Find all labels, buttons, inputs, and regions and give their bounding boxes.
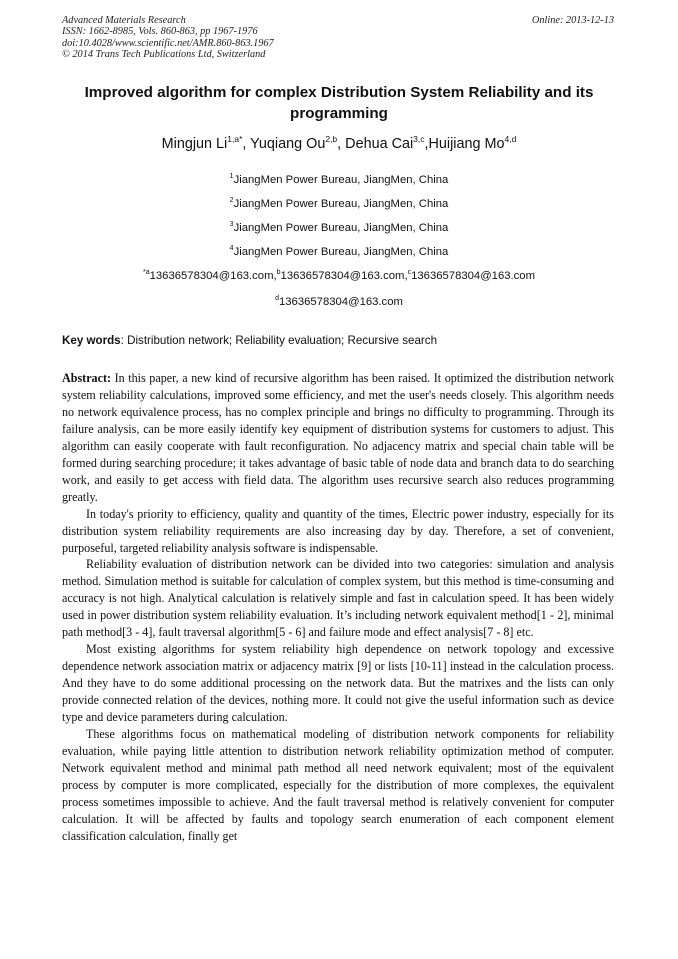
email-marker: c: [407, 269, 412, 276]
email-address: 13636578304@163.com,: [149, 270, 277, 282]
author-affiliation-marker: 3,c: [413, 134, 425, 144]
issn-line: ISSN: 1662-8985, Vols. 860-863, pp 1967-1976: [62, 26, 258, 38]
email-address: 13636578304@163.com,: [280, 270, 408, 282]
affiliation-marker: 1: [229, 173, 234, 180]
affiliation-text: JiangMen Power Bureau, JiangMen, China: [233, 222, 449, 234]
author-name: Mingjun Li: [161, 136, 228, 152]
affiliation: [30, 174, 648, 186]
email-address: 13636578304@163.com: [411, 270, 536, 282]
paper-body: [62, 370, 614, 845]
email-address: 13636578304@163.com: [278, 296, 403, 308]
body-paragraph: Reliability evaluation of distribution network can be divided into two categories: simulation and analysis method. Simulation method is suitable for calculation of complex system, but this method is time-consuming and accuracy is not high. Analytical calculation is relatively simple and fast in calculation speed. It has been widely used in power distribution system reliability evaluation. It’s including network equivalent method[1 - 2], minimal path method[3 - 4], fault traversal algorithm[5 - 6] and failure mode and effect analysis[7 - 8] etc.: [62, 557, 614, 640]
online-date: Online: 2013-12-13: [531, 15, 614, 26]
paper-title: Improved algorithm for complex Distribution System Reliability and its programming: [84, 84, 594, 122]
abstract-text: In this paper, a new kind of recursive algorithm has been raised. It optimized the distribution network system reliability calculations, improved some efficiency, and met the user's needs closely. This algorithm needs no network equivalence process, has no complex principle and brings no difficulty to programming. Through its failure analysis, can be more easily identify key equipment of distribution systems for customers to adjust. This algorithm can easily cooperate with fault reconfiguration. No adjacency matrix and special chain table will be formed during searching procedure; it takes advantage of basic table of node data and branch data to do searching work, and easily to get access with field data. The algorithm uses recursive search also reduces programming greatly.: [62, 371, 614, 504]
author-separator: ,: [242, 136, 251, 152]
keywords: [62, 334, 618, 347]
affiliation: [30, 246, 648, 258]
email-marker: *a: [142, 269, 150, 276]
email-marker: d: [275, 295, 279, 302]
abstract-paragraph: [62, 370, 614, 506]
email-line: [30, 270, 648, 282]
affiliation-marker: 4: [229, 245, 234, 252]
email-line: [30, 296, 648, 308]
abstract-label: Abstract:: [62, 371, 112, 385]
author-list: [30, 136, 648, 152]
affiliation: [30, 198, 648, 210]
body-paragraph: These algorithms focus on mathematical modeling of distribution network components for reliability evaluation, while paying little attention to distribution network reliability optimization method of computer. Network equivalent method and minimal path method all need network equivalent; most of the equivalent process by computer is more complicated, especially for the distribution of more complexes, the equivalent process sometimes impossible to achieve. And the fault traversal method is relatively convenient for computer calculation. It will be affected by faults and topology search enumeration of each component element classification calculation, finally get: [62, 727, 614, 843]
author-separator: ,: [337, 136, 346, 152]
affiliation-text: JiangMen Power Bureau, JiangMen, China: [233, 246, 449, 258]
affiliation-text: JiangMen Power Bureau, JiangMen, China: [233, 198, 449, 210]
email-marker: b: [276, 269, 281, 276]
author-separator: ,: [424, 136, 429, 152]
affiliation-text: JiangMen Power Bureau, JiangMen, China: [233, 174, 449, 186]
author-affiliation-marker: 1,a*: [227, 134, 243, 144]
author-affiliation-marker: 4,d: [504, 134, 517, 144]
author-affiliation-marker: 2,b: [325, 134, 338, 144]
journal-header: [62, 15, 614, 61]
author-name: Huijiang Mo: [428, 136, 505, 152]
affiliation-marker: 3: [229, 221, 234, 228]
keywords-label: Key words: [62, 334, 121, 347]
journal-name: Advanced Materials Research: [62, 15, 186, 26]
author-name: Yuqiang Ou: [250, 136, 326, 152]
body-paragraph: In today's priority to efficiency, quality and quantity of the times, Electric power industry, especially for its distribution system reliability requirements are also increasing day by day. Therefore, a set of convenient, purposeful, targeted reliability analysis software is indispensable.: [62, 506, 614, 555]
keywords-text: : Distribution network; Reliability evaluation; Recursive search: [120, 334, 438, 347]
author-name: Dehua Cai: [345, 136, 414, 152]
affiliation-marker: 2: [229, 197, 234, 204]
doi-line: doi:10.4028/www.scientific.net/AMR.860-863.1967: [62, 37, 274, 49]
body-paragraph: Most existing algorithms for system reliability high dependence on network topology and excessive dependence network association matrix or adjacency matrix [9] or lists [10-11] instead in the calculation process. And they have to do some additional processing on the network data. But the matrixes and the lists can only provide connected relation of the devices, nothing more. It could not give the useful information such as device type and device parameters during calculation.: [62, 642, 614, 725]
copyright-line: © 2014 Trans Tech Publications Ltd, Switzerland: [62, 49, 266, 61]
affiliation: [30, 222, 648, 234]
